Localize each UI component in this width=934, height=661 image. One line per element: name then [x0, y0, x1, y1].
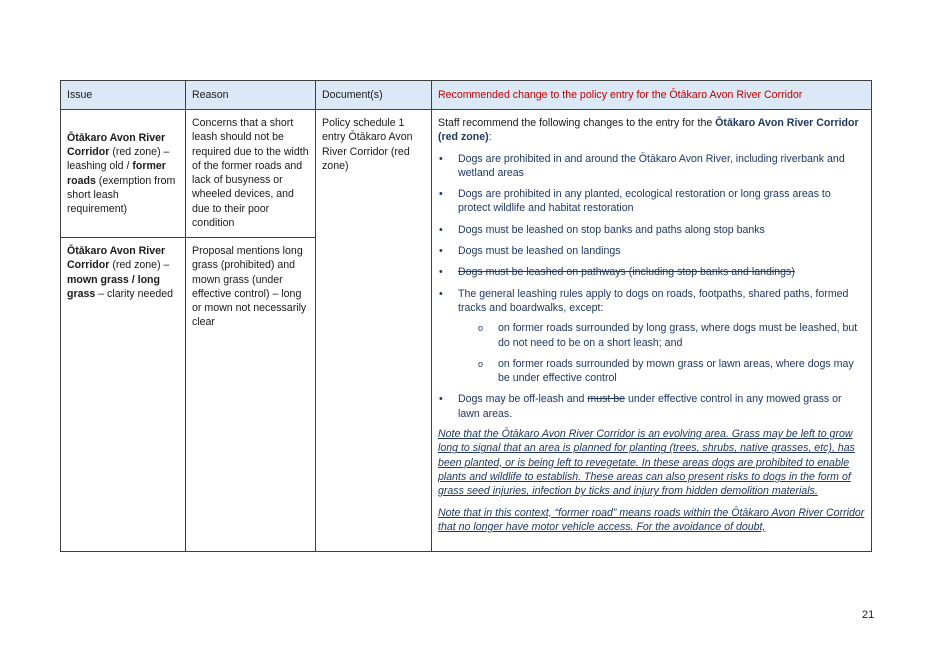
issue-cell-former-roads: [61, 110, 186, 238]
bullet-icon: •: [439, 223, 443, 236]
reason-cell-mown-grass: Proposal mentions long grass (prohibited) and mown grass (under effective control) – long or mown not necessarily clear: [186, 238, 316, 552]
bullet-icon: •: [439, 287, 443, 300]
sub-list-item-text: on former roads surrounded by mown grass or lawn areas, where dogs may be under effective control: [498, 357, 854, 385]
sub-list-item: [458, 357, 865, 386]
page-number: 21: [862, 609, 875, 621]
policy-table: [60, 80, 872, 552]
sub-list-item-text: on former roads surrounded by long grass, where dogs must be leashed, but do not need to be on a short leash; and: [498, 322, 858, 349]
issue-emphasis: mown grass / long grass: [67, 273, 161, 300]
list-item-text: The general leashing rules apply to dogs on roads, footpaths, shared paths, formed tracks and boardwalks, except:: [458, 287, 849, 314]
circle-bullet-icon: o: [478, 358, 484, 369]
recommendation-intro: [438, 116, 865, 145]
issue-emphasis: former roads: [67, 160, 166, 187]
table-header-row: [61, 81, 872, 110]
list-item-text: under effective control in any mowed grass or lawn areas.: [458, 393, 842, 420]
bullet-icon: •: [439, 266, 443, 279]
header-issue: Issue: [61, 81, 186, 110]
sub-list-item: [458, 321, 865, 350]
issue-text: (red zone) – leashing old /: [67, 145, 170, 173]
issue-text: (exemption from short leash requirement): [67, 174, 176, 216]
issue-text: (red zone) –: [109, 259, 170, 272]
deleted-text: must be: [587, 393, 626, 406]
bullet-icon: •: [439, 393, 443, 406]
list-item-text: Dogs must be leashed on landings: [458, 245, 621, 258]
list-item-deleted: [438, 265, 865, 279]
recommendation-cell: [432, 110, 872, 552]
list-item-text: Dogs must be leashed on pathways (including stop banks and landings): [458, 266, 795, 279]
bullet-icon: •: [439, 245, 443, 258]
header-documents: Document(s): [316, 81, 432, 110]
sub-list: [458, 321, 865, 385]
list-item-text: Dogs may be off-leash and: [458, 393, 588, 406]
list-item: [438, 187, 865, 216]
recommendation-content: [438, 116, 865, 540]
note-former-road: Note that in this context, “former road” means roads within the Ōtākaro Avon River Corridor that no longer have motor vehicle access. For the avoidance of doubt,: [438, 506, 865, 533]
intro-emphasis: Ōtākaro Avon River Corridor (red zone): [438, 117, 859, 144]
issue-title: Ōtākaro Avon River Corridor: [67, 245, 166, 272]
list-item: [438, 287, 865, 386]
bullet-icon: •: [439, 188, 443, 201]
list-item-text: Dogs must be leashed on stop banks and paths along stop banks: [458, 223, 765, 236]
note-evolving-area: Note that the Ōtākaro Avon River Corridor is an evolving area. Grass may be left to grow long to signal that an area is planned for planting (trees, shrubs, native grasses, etc), has been planted, or is being left to revegetate. In these areas dogs are prohibited to enable plants and wildlife to establish. These areas can also present risks to dogs in the form of grass seed injuries, infection by ticks and injury from hidden demolition materials.: [438, 428, 855, 498]
reason-cell-former-roads: Concerns that a short leash should not be required due to the width of the former roads and lack of busyness or wheeled devices, and due to their poor condition: [186, 110, 316, 238]
issue-title: Ōtākaro Avon River Corridor: [67, 131, 166, 158]
header-reason: Reason: [186, 81, 316, 110]
intro-end: :: [488, 131, 492, 144]
list-item: [438, 244, 865, 258]
circle-bullet-icon: o: [478, 323, 484, 334]
documents-cell: Policy schedule 1 entry Ōtākaro Avon River Corridor (red zone): [316, 110, 432, 552]
intro-text: Staff recommend the following changes to the entry for the: [438, 117, 716, 129]
header-recommended-change: Recommended change to the policy entry for the Ōtākaro Avon River Corridor: [432, 81, 872, 110]
list-item: [438, 223, 865, 237]
recommendation-list: [438, 152, 865, 421]
issue-text: – clarity needed: [95, 287, 174, 300]
issue-cell-mown-grass: [61, 238, 186, 552]
list-item: [438, 152, 865, 181]
list-item-text: Dogs are prohibited in any planted, ecological restoration or long grass areas to protect wildlife and habitat restoration: [458, 188, 831, 215]
list-item: [438, 392, 865, 421]
bullet-icon: •: [439, 152, 443, 165]
table-row: [61, 110, 872, 238]
list-item-text: Dogs are prohibited in and around the Ōtākaro Avon River, including riverbank and wetland areas: [458, 152, 845, 179]
